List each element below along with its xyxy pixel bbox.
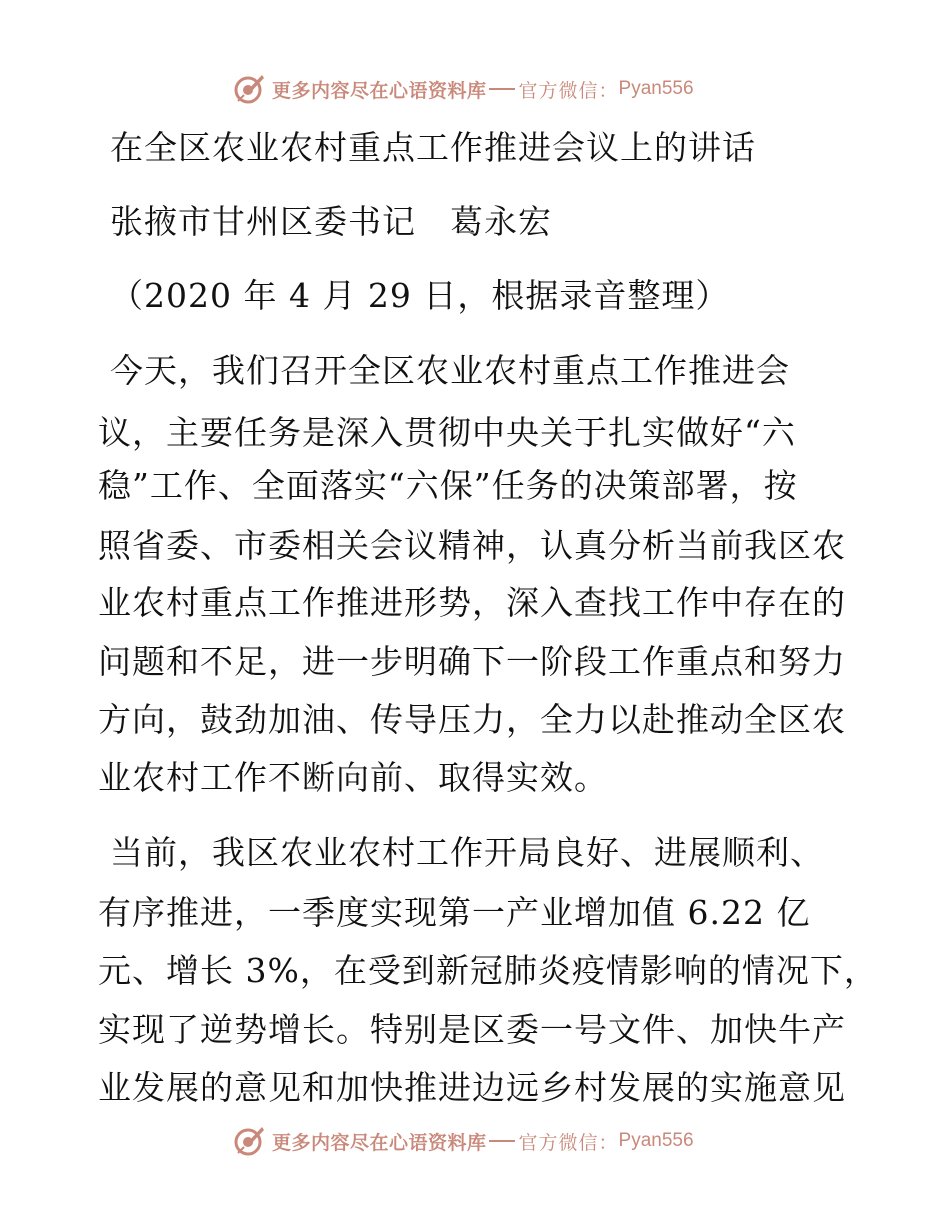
watermark-brand: 更多内容尽在心语资料库 xyxy=(272,79,487,102)
watermark-handle: Pyan556 xyxy=(618,1130,694,1151)
header-watermark xyxy=(232,72,694,106)
quill-emblem-icon xyxy=(232,1124,266,1158)
paragraph-line: 当前，我区农业农村工作开局良好、进展顺利、 xyxy=(110,833,824,872)
paragraph-line: 议，主要任务是深入贯彻中央关于扎实做好“六 xyxy=(98,413,796,452)
watermark-dash xyxy=(489,1140,515,1142)
watermark-dash xyxy=(489,88,515,90)
paragraph-line: 照省委、市委相关会议精神，认真分析当前我区农 xyxy=(98,526,846,565)
paragraph-line: 今天，我们召开全区农业农村重点工作推进会 xyxy=(110,351,790,390)
watermark-handle: Pyan556 xyxy=(618,78,694,99)
paragraph-line: 有序推进，一季度实现第一产业增加值 6.22 亿 xyxy=(98,893,811,932)
paragraph-line: 元、增长 3%，在受到新冠肺炎疫情影响的情况下， xyxy=(98,951,878,990)
document-author: 张掖市甘州区委书记 葛永宏 xyxy=(110,202,552,241)
paragraph-line: 实现了逆势增长。特别是区委一号文件、加快牛产 xyxy=(98,1010,846,1049)
document-title: 在全区农业农村重点工作推进会议上的讲话 xyxy=(110,128,756,167)
document-date-note: （2020 年 4 月 29 日，根据录音整理） xyxy=(110,276,730,315)
paragraph-line: 业发展的意见和加快推进边远乡村发展的实施意见 xyxy=(98,1068,846,1107)
paragraph-line: 问题和不足，进一步明确下一阶段工作重点和努力 xyxy=(98,642,846,681)
paragraph-line: 业农村重点工作推进形势，深入查找工作中存在的 xyxy=(98,583,846,622)
quill-emblem-icon xyxy=(232,72,266,106)
watermark-brand: 更多内容尽在心语资料库 xyxy=(272,1131,487,1154)
watermark-official: 官方微信： xyxy=(518,1131,619,1154)
paragraph-line: 稳”工作、全面落实“六保”任务的决策部署，按 xyxy=(98,466,798,505)
paragraph-line: 方向，鼓劲加油、传导压力，全力以赴推动全区农 xyxy=(98,700,846,739)
paragraph-line: 业农村工作不断向前、取得实效。 xyxy=(98,758,608,797)
footer-watermark xyxy=(232,1124,694,1158)
watermark-official: 官方微信： xyxy=(518,79,619,102)
